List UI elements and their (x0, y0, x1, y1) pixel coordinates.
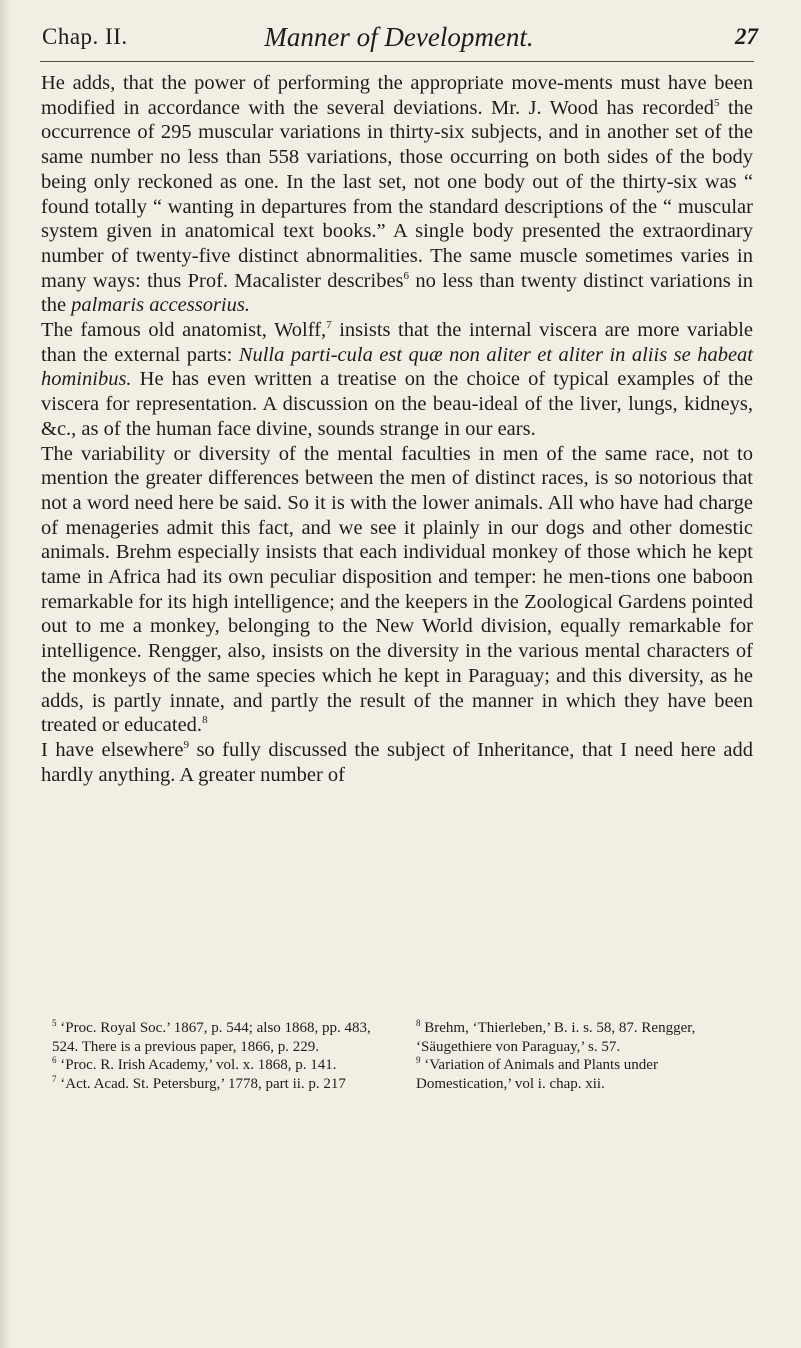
text-run: so fully discussed the subject of Inheritance, that I need here add hardly anything. A greater number of (41, 738, 753, 786)
running-title: Manner of Development. (264, 22, 534, 52)
footnote (52, 1075, 392, 1094)
footnote (416, 1056, 756, 1093)
text-run: He adds, that the power of performing the appropriate move-ments must have been modified in accordance with the several deviations. Mr. J. Wood has recorded (41, 72, 753, 119)
text-run: He has even written a treatise on the choice of typical examples of the viscera for representation. A discussion on the beau-ideal of the liver, lungs, kidneys, &c., as of the human face divine, sounds strange in our ears. (41, 368, 753, 440)
running-header (40, 22, 758, 62)
text-run: The variability or diversity of the mental faculties in men of the same race, not to mention the greater differences between the men of distinct races, is so notorious that not a word need here be said. So it is with the lower animals. All who have had charge of menageries admit this fact, and we see it plainly in our dogs and other domestic animals. Brehm especially insists that each individual monkey of those which he kept tame in Africa had its own peculiar disposition and temper: he men-tions one baboon remarkable for its high intelligence; and the keepers in the Zoological Gardens pointed out to me a monkey, belonging to the New World division, equally remarkable for intelligence. Rengger, also, insists on the diversity in the various mental characters of the monkeys of the same species which he kept in Paraguay; and this diversity, as he adds, is partly innate, and partly the result of the manner in which they have been treated or educated. (41, 442, 753, 737)
footnote-text: ‘Act. Acad. St. Petersburg,’ 1778, part ii. p. 217 (56, 1075, 346, 1092)
italic-text-run: palmaris accessorius. (71, 294, 250, 317)
text-run: no less than twenty distinct variations in the (41, 269, 754, 317)
paragraph (41, 738, 753, 787)
text-run: I have elsewhere (41, 738, 184, 761)
italic-text-run: Nulla parti-cula est quæ non aliter et aliter in aliis se habeat hominibus. (41, 343, 753, 391)
footnote-mark: 9 (416, 1055, 421, 1066)
footnote-reference: 9 (183, 739, 189, 752)
page-spine-shadow (0, 0, 10, 1348)
paragraph (41, 318, 753, 442)
body-text (41, 71, 753, 787)
footnote-mark: 8 (416, 1018, 421, 1028)
paragraph (41, 71, 753, 318)
chapter-label: Chap. II. (42, 24, 128, 49)
header-rule (40, 61, 754, 62)
footnote-mark: 6 (52, 1055, 57, 1066)
footnote-reference: 6 (403, 269, 410, 282)
footnote (52, 1056, 392, 1075)
footnote (52, 1019, 392, 1056)
text-run: insists that the internal viscera are more variable than the external parts: (41, 319, 753, 366)
footnote-mark: 5 (52, 1018, 57, 1028)
footnote-reference: 5 (714, 96, 720, 109)
paragraph (41, 442, 753, 738)
footnote-text: Brehm, ‘Thierleben,’ B. i. s. 58, 87. Rengger, ‘Säugethiere von Paraguay,’ s. 57. (416, 1020, 696, 1055)
footnotes-right-column (416, 1019, 756, 1093)
footnote-text: ‘Proc. Royal Soc.’ 1867, p. 544; also 1868, pp. 483, 524. There is a previous paper, 1866, p. 229. (52, 1020, 371, 1055)
text-run: The famous old anatomist, Wolff, (41, 319, 327, 342)
footnote (416, 1019, 756, 1056)
footnote-mark: 7 (52, 1073, 57, 1084)
text-run: the occurrence of 295 muscular variations in thirty-six subjects, and in another set of the same number no less than 558 variations, those occurring on both sides of the body being only reckoned as one. In the last set, not one body out of the thirty-six was “ found totally “ wanting in departures from the standard descriptions of the “ muscular system given in anatomical text books.” A single body presented the extraordinary number of twenty-five distinct abnormalities. The same muscle sometimes varies in many ways: thus Prof. Macalister describes (41, 96, 753, 292)
page-number: 27 (735, 24, 758, 49)
footnotes-left-column (52, 1019, 392, 1093)
footnote-reference: 8 (202, 714, 208, 727)
footnote-text: ‘Variation of Animals and Plants under Domestication,’ vol i. chap. xii. (416, 1057, 658, 1092)
footnote-reference: 7 (326, 319, 332, 332)
footnote-text: ‘Proc. R. Irish Academy,’ vol. x. 1868, p. 141. (56, 1057, 337, 1074)
